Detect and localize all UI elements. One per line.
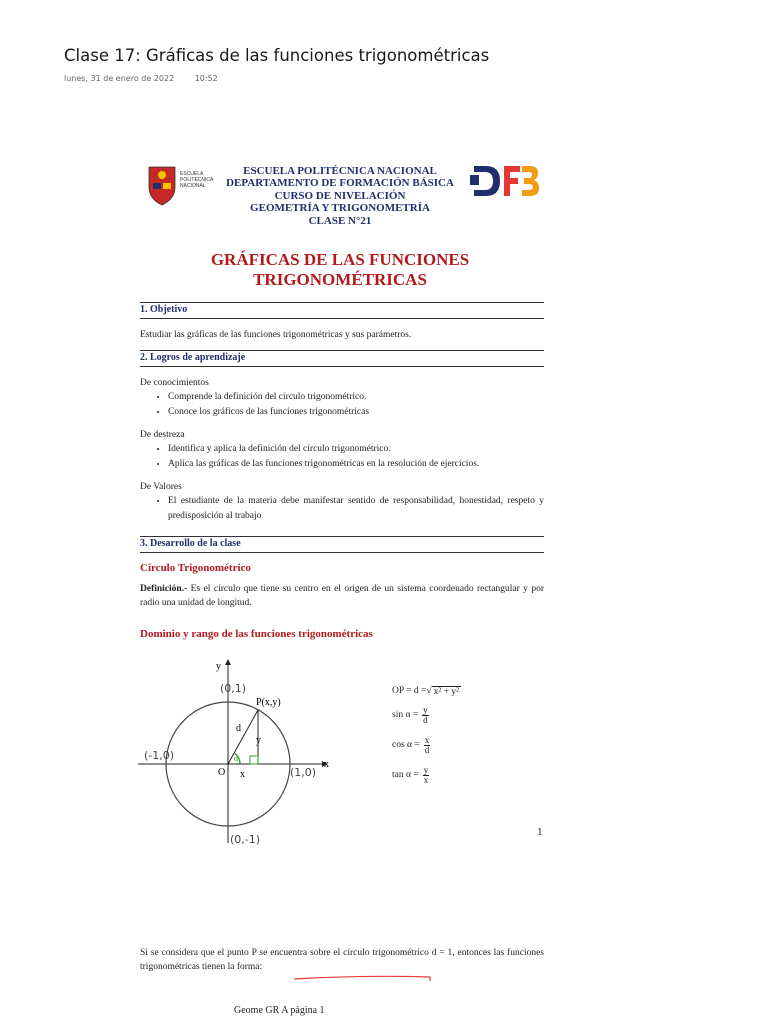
skills-block — [140, 428, 544, 472]
list-item: • El estudiante de la materia debe manifestar sentido de responsabilidad, honestidad, respeto y predisposición al trabajo — [168, 494, 544, 524]
sqrt-symbol: √ — [426, 686, 432, 696]
y-axis-label: y — [216, 661, 221, 672]
cos-formula — [392, 730, 461, 760]
page-footer: Geome GR A página 1 — [234, 1005, 325, 1016]
tan-den: x — [423, 774, 429, 785]
section-development-heading: 3. Desarrollo de la clase — [140, 536, 544, 553]
y-axis-arrow — [225, 659, 231, 665]
handwritten-right: (1,0) — [290, 766, 317, 779]
knowledge-label: De conocimientos — [140, 378, 209, 388]
objective-text: Estudiar las gráficas de las funciones trigonométricas y sus parámetros. — [140, 330, 412, 340]
note-date: lunes, 31 de enero de 2022 — [64, 74, 175, 83]
epn-logo-text: ESCUELA POLITÉCNICA NACIONAL — [180, 171, 214, 189]
handwritten-top: (0,1) — [220, 682, 247, 695]
sin-num: y — [423, 704, 428, 715]
title-line-1: GRÁFICAS DE LAS FUNCIONES — [210, 250, 470, 269]
note-timestamp — [64, 74, 218, 83]
red-ink-underline — [292, 974, 432, 982]
title-line-2: TRIGONOMÉTRICAS — [253, 270, 427, 289]
definition-paragraph — [140, 582, 544, 610]
values-label: De Valores — [140, 482, 182, 492]
x-segment-label: x — [240, 769, 245, 780]
handwritten-bottom: (0,-1) — [230, 833, 261, 846]
list-item: • Conoce los gráficos de las funciones trigonométricas — [168, 405, 544, 420]
list-item: • Identifica y aplica la definición del círculo trigonométrico. — [168, 442, 544, 457]
skills-label: De destreza — [140, 430, 185, 440]
section-objective-heading: 1. Objetivo — [140, 302, 544, 319]
definition-label: Definición.- — [140, 584, 188, 594]
section-achievements-heading: 2. Logros de aprendizaje — [140, 350, 544, 367]
d-label: d — [236, 723, 241, 734]
note-time: 10:52 — [194, 74, 218, 83]
op-formula — [392, 682, 461, 700]
values-block — [140, 480, 544, 524]
op-lhs: OP = d = — [392, 686, 427, 696]
inst-line: CLASE N°21 — [308, 214, 372, 227]
point-label: P(x,y) — [256, 697, 281, 708]
inst-line: ESCUELA POLITÉCNICA NACIONAL — [243, 165, 437, 177]
inst-line: CURSO DE NIVELACIÓN — [274, 189, 406, 202]
unit-circle-figure — [130, 655, 350, 855]
definition-text: Es el círculo que tiene su centro en el origen de un sistema coordenado rectangular y por radio una unidad de longitud. — [140, 584, 544, 608]
page-number: 1 — [537, 826, 543, 838]
institution-header — [220, 165, 460, 227]
alpha-label: α — [234, 754, 239, 763]
trig-formulas — [392, 682, 461, 790]
domain-range-heading: Dominio y rango de las funciones trigonométricas — [140, 628, 373, 640]
handwritten-left: (-1,0) — [144, 749, 175, 762]
sin-den: d — [423, 714, 428, 725]
sin-lhs: sin α = — [392, 710, 419, 720]
cos-num: x — [424, 734, 430, 745]
circle-heading: Círculo Trigonométrico — [140, 562, 251, 574]
tan-num: y — [423, 764, 429, 775]
knowledge-block — [140, 376, 544, 420]
cos-lhs: cos α = — [392, 740, 420, 750]
dfb-logo — [468, 162, 540, 200]
inst-line: GEOMETRÍA Y TRIGONOMETRÍA — [250, 202, 430, 215]
right-angle-mark — [250, 756, 258, 764]
list-item: • Aplica las gráficas de las funciones trigonométricas en la resolución de ejercicios. — [168, 457, 544, 472]
origin-label: O — [218, 767, 226, 778]
tan-formula — [392, 760, 461, 790]
x-axis-label: x — [324, 759, 329, 770]
list-item: • Comprende la definición del círculo trigonométrico. — [168, 390, 544, 405]
note-title[interactable]: Clase 17: Gráficas de las funciones trigonométricas — [64, 46, 490, 65]
sin-formula — [392, 700, 461, 730]
inst-line: DEPARTAMENTO DE FORMACIÓN BÁSICA — [226, 177, 454, 190]
tan-lhs: tan α = — [392, 770, 419, 780]
cos-den: d — [424, 744, 430, 755]
closing-paragraph: Si se considera que el punto P se encuentra sobre el círculo trigonométrico d = 1, entonces las funciones trigonométricas tienen la forma: — [140, 948, 544, 972]
document-title — [160, 250, 520, 290]
y-segment-label: y — [256, 735, 261, 746]
op-rhs: x² + y² — [433, 686, 459, 697]
